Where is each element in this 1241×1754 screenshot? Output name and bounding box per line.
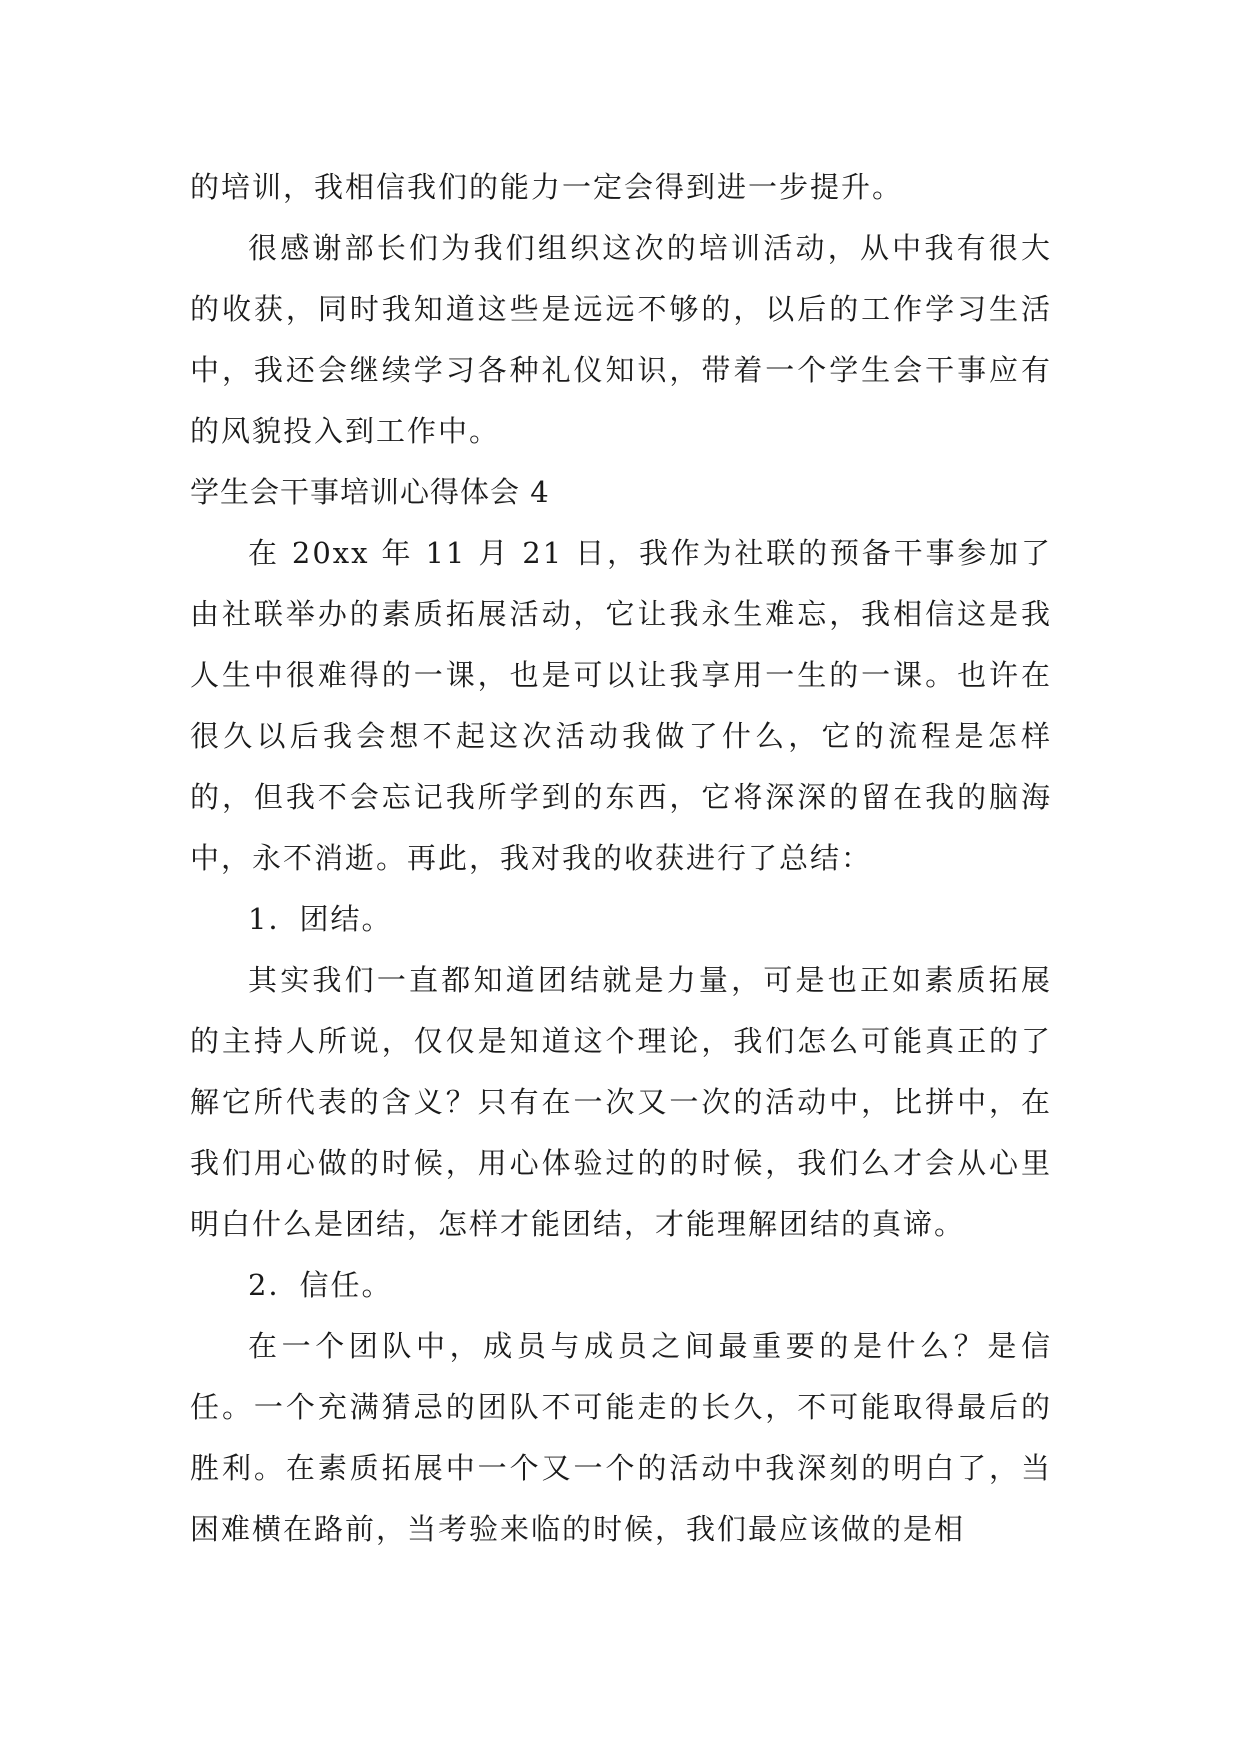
paragraph-intro: 在 20xx 年 11 月 21 日，我作为社联的预备干事参加了由社联举办的素质拓展活动，它让我永生难忘，我相信这是我人生中很难得的一课，也是可以让我享用一生的一课。也许在很久以后我会想不起这次活动我做了什么，它的流程是怎样的，但我不会忘记我所学到的东西，它将深深的留在我的脑海中，永不消逝。再此，我对我的收获进行了总结： [190,536,1052,875]
paragraph-unity: 其实我们一直都知道团结就是力量，可是也正如素质拓展的主持人所说，仅仅是知道这个理论，我们怎么可能真正的了解它所代表的含义？只有在一次又一次的活动中，比拼中，在我们用心做的时候，用心体验过的的时候，我们么才会从心里明白什么是团结，怎样才能团结，才能理解团结的真谛。 [190,963,1052,1241]
section-heading: 学生会干事培训心得体会 4 [190,475,550,509]
document-page [190,157,1052,1560]
paragraph-continuation: 的培训，我相信我们的能力一定会得到进一步提升。 [190,170,904,204]
list-item-unity-title: 1．团结。 [248,902,393,936]
paragraph-thanks: 很感谢部长们为我们组织这次的培训活动，从中我有很大的收获，同时我知道这些是远远不够的，以后的工作学习生活中，我还会继续学习各种礼仪知识，带着一个学生会干事应有的风貌投入到工作中。 [190,231,1052,448]
list-item-trust-title: 2．信任。 [248,1268,393,1302]
paragraph-trust: 在一个团队中，成员与成员之间最重要的是什么？是信任。一个充满猜忌的团队不可能走的长久，不可能取得最后的胜利。在素质拓展中一个又一个的活动中我深刻的明白了，当困难横在路前，当考验来临的时候，我们最应该做的是相 [190,1329,1052,1546]
